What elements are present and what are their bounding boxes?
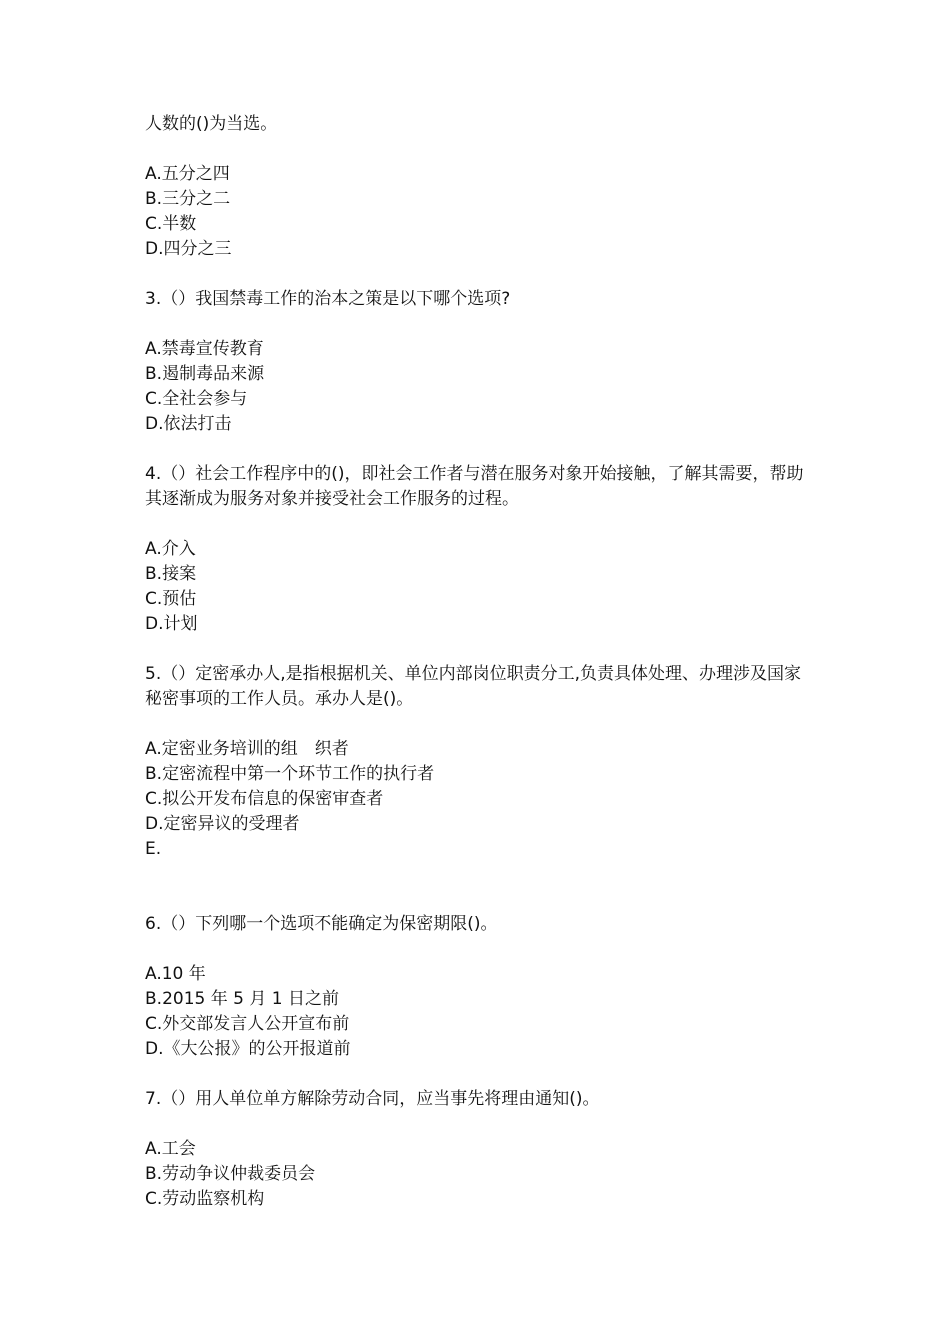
option-a: A.五分之四 xyxy=(145,164,230,184)
question-4-option-c: C.预估 xyxy=(145,589,197,609)
option-b: B.三分之二 xyxy=(145,189,231,209)
question-5-option-a: A.定密业务培训的组 织者 xyxy=(145,739,349,759)
question-5-option-e: E. xyxy=(145,839,162,859)
question-5-option-d: D.定密异议的受理者 xyxy=(145,814,300,834)
question-4-stem: 4.（）社会工作程序中的()，即社会工作者与潜在服务对象开始接触，了解其需要，帮助其逐渐成为服务对象并接受社会工作服务的过程。 xyxy=(145,464,804,509)
question-3-option-a: A.禁毒宣传教育 xyxy=(145,339,264,359)
question-7-option-c: C.劳动监察机构 xyxy=(145,1189,265,1209)
question-7-option-a: A.工会 xyxy=(145,1139,196,1159)
question-3-option-c: C.全社会参与 xyxy=(145,389,248,409)
question-3-stem: 3.（）我国禁毒工作的治本之策是以下哪个选项? xyxy=(145,289,511,309)
question-5-stem: 5.（）定密承办人,是指根据机关、单位内部岗位职责分工,负责具体处理、办理涉及国家秘密事项的工作人员。承办人是()。 xyxy=(145,664,802,709)
question-6-option-c: C.外交部发言人公开宣布前 xyxy=(145,1014,350,1034)
question-3-option-b: B.遏制毒品来源 xyxy=(145,364,265,384)
question-7-option-b: B.劳动争议仲裁委员会 xyxy=(145,1164,316,1184)
exam-content xyxy=(145,112,810,1212)
option-c: C.半数 xyxy=(145,214,197,234)
question-4-option-a: A.介入 xyxy=(145,539,196,559)
option-d: D.四分之三 xyxy=(145,239,232,259)
question-3-option-d: D.依法打击 xyxy=(145,414,232,434)
question-5-option-b: B.定密流程中第一个环节工作的执行者 xyxy=(145,764,435,784)
question-5-option-c: C.拟公开发布信息的保密审查者 xyxy=(145,789,384,809)
question-7-stem: 7.（）用人单位单方解除劳动合同，应当事先将理由通知()。 xyxy=(145,1089,600,1109)
question-6-stem: 6.（）下列哪一个选项不能确定为保密期限()。 xyxy=(145,914,498,934)
question-6-option-b: B.2015 年 5 月 1 日之前 xyxy=(145,989,339,1009)
question-4-option-d: D.计划 xyxy=(145,614,198,634)
question-6-option-d: D.《大公报》的公开报道前 xyxy=(145,1039,351,1059)
question-6-option-a: A.10 年 xyxy=(145,964,206,984)
question-stem-continuation: 人数的()为当选。 xyxy=(145,114,278,134)
question-4-option-b: B.接案 xyxy=(145,564,197,584)
